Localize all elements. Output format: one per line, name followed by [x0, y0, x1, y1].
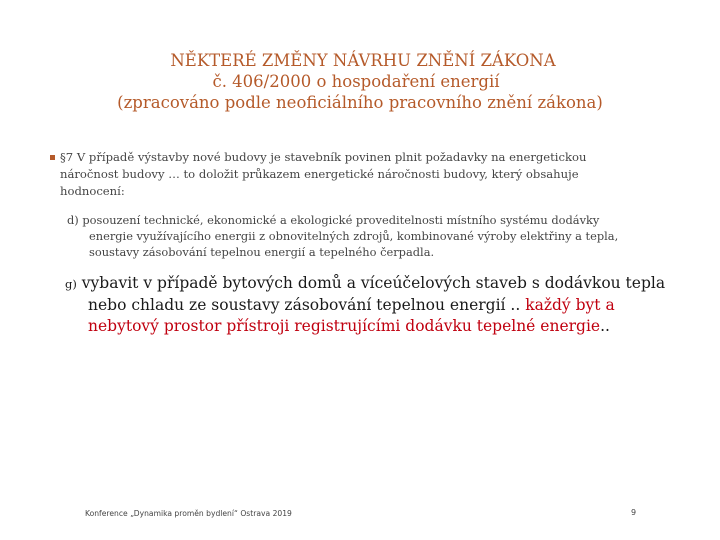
footer-text: Konference „Dynamika proměn bydlení“ Ostrava 2019	[85, 509, 292, 518]
item-g-line-3	[65, 316, 685, 337]
page-number: 9	[631, 508, 637, 517]
paragraph-line-2: náročnost budovy … to doložit průkazem energetické náročnosti budovy, který obsahuje	[60, 167, 579, 181]
list-item-d	[67, 212, 687, 260]
item-g-line-2-highlight: každý byt a	[525, 296, 615, 314]
title-line-3: (zpracováno podle neoficiálního pracovního znění zákona)	[117, 93, 603, 112]
item-d-line-3: soustavy zásobování tepelnou energií a tepelného čerpadla.	[89, 245, 435, 259]
title-line-2: č. 406/2000 o hospodaření energií	[212, 72, 500, 91]
item-g-line-2-text: nebo chladu ze soustavy zásobování tepelnou energií ..	[88, 296, 526, 314]
paragraph-line-3: hodnocení:	[60, 184, 125, 198]
item-g-line-3-highlight: nebytový prostor přístroji registrujícími dodávku tepelné energie	[88, 317, 601, 335]
item-d-line-1: d) posouzení technické, ekonomické a ekologické proveditelnosti místního systému dodávky	[67, 213, 600, 227]
paragraph-section-7	[50, 149, 650, 200]
paragraph-line-1: §7 V případě výstavby nové budovy je stavebník povinen plnit požadavky na energetickou	[60, 150, 587, 164]
item-g-line-3-end: ..	[600, 317, 610, 335]
list-item-g	[65, 273, 685, 337]
item-g-marker: g)	[65, 277, 77, 291]
square-bullet-icon	[50, 155, 55, 160]
title-line-1: NĚKTERÉ ZMĚNY NÁVRHU ZNĚNÍ ZÁKONA	[170, 51, 556, 70]
paragraph-text	[50, 149, 650, 200]
slide-title	[40, 50, 680, 113]
item-g-line-1-text: vybavit v případě bytových domů a víceúčelových staveb s dodávkou tepla	[81, 274, 666, 292]
item-g-line-1	[65, 273, 685, 295]
item-g-line-2	[65, 295, 685, 316]
item-d-line-2: energie využívajícího energii z obnovitelných zdrojů, kombinované výroby elektřiny a tepla,	[89, 229, 619, 243]
